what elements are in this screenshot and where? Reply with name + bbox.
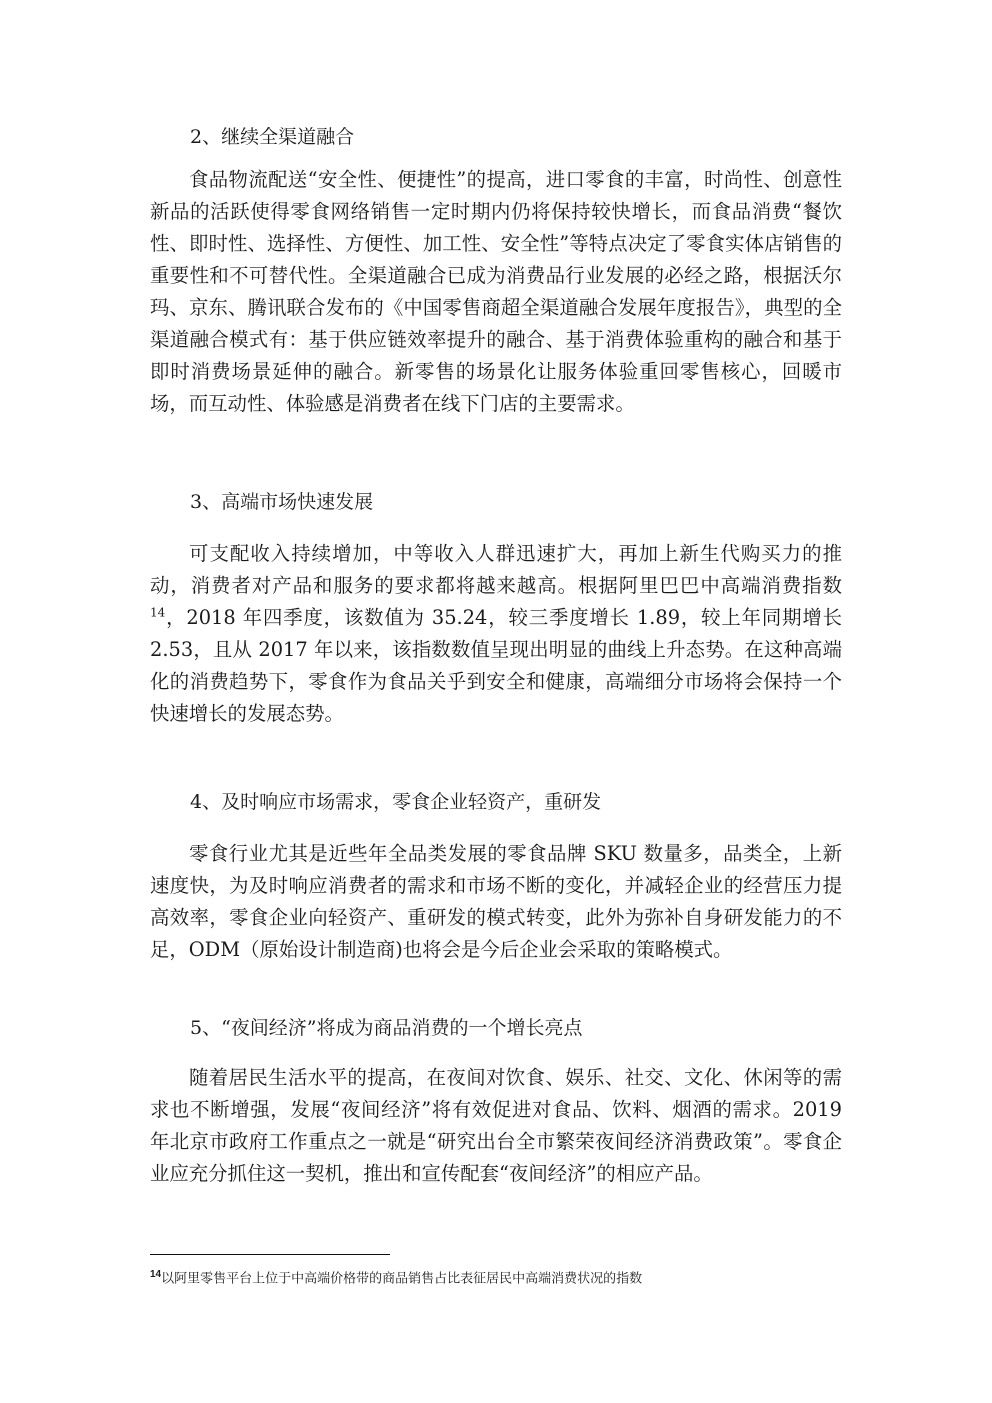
section-3-heading: 3、高端市场快速发展 [190, 491, 374, 513]
footnote-reference: 14 [150, 605, 166, 620]
footnote [150, 1266, 642, 1288]
footnote-number: 14 [150, 1269, 162, 1280]
footnote-text: 以阿里零售平台上位于中高端价格带的商品销售占比表征居民中高端消费状况的指数 [161, 1271, 643, 1287]
section-2-heading: 2、继续全渠道融合 [190, 126, 355, 148]
footnote-separator [150, 1254, 390, 1255]
section-2-paragraph: 食品物流配送“安全性、便捷性”的提高，进口零食的丰富，时尚性、创意性新品的活跃使得零食网络销售一定时期内仍将保持较快增长，而食品消费“餐饮性、即时性、选择性、方便性、加工性、安全性”等特点决定了零食实体店销售的重要性和不可替代性。全渠道融合已成为消费品行业发展的必经之路，根据沃尔玛、京东、腾讯联合发布的《中国零售商超全渠道融合发展年度报告》，典型的全渠道融合模式有：基于供应链效率提升的融合、基于消费体验重构的融合和基于即时消费场景延伸的融合。新零售的场景化让服务体验重回零售核心，回暖市场，而互动性、体验感是消费者在线下门店的主要需求。 [150, 168, 842, 415]
section-5-paragraph: 随着居民生活水平的提高，在夜间对饮食、娱乐、社交、文化、休闲等的需求也不断增强，发展“夜间经济”将有效促进对食品、饮料、烟酒的需求。2019 年北京市政府工作重点之一就是“研究出台全市繁荣夜间经济消费政策”。零食企业应充分抓住这一契机，推出和宣传配套“夜间经济”的相应产品。 [150, 1066, 842, 1185]
section-3-text-part1: 可支配收入持续增加，中等收入人群迅速扩大，再加上新生代购买力的推动，消费者对产品和服务的要求都将越来越高。根据阿里巴巴中高端消费指数 [150, 542, 842, 597]
section-3-text-part2: ，2018 年四季度，该数值为 35.24，较三季度增长 1.89，较上年同期增长 2.53，且从 2017 年以来，该指数数值呈现出明显的曲线上升态势。在这种高端化的消费趋势下，零食作为食品关乎到安全和健康，高端细分市场将会保持一个快速增长的发展态势。 [150, 606, 842, 725]
section-4-heading: 4、及时响应市场需求，零食企业轻资产，重研发 [190, 791, 602, 813]
section-3-paragraph [150, 538, 842, 730]
section-4-paragraph: 零食行业尤其是近些年全品类发展的零食品牌 SKU 数量多，品类全，上新速度快，为及时响应消费者的需求和市场不断的变化，并减轻企业的经营压力提高效率，零食企业向轻资产、重研发的模式转变，此外为弥补自身研发能力的不足，ODM（原始设计制造商)也将会是今后企业会采取的策略模式。 [150, 842, 842, 961]
section-5-heading: 5、“夜间经济”将成为商品消费的一个增长亮点 [190, 1017, 583, 1039]
